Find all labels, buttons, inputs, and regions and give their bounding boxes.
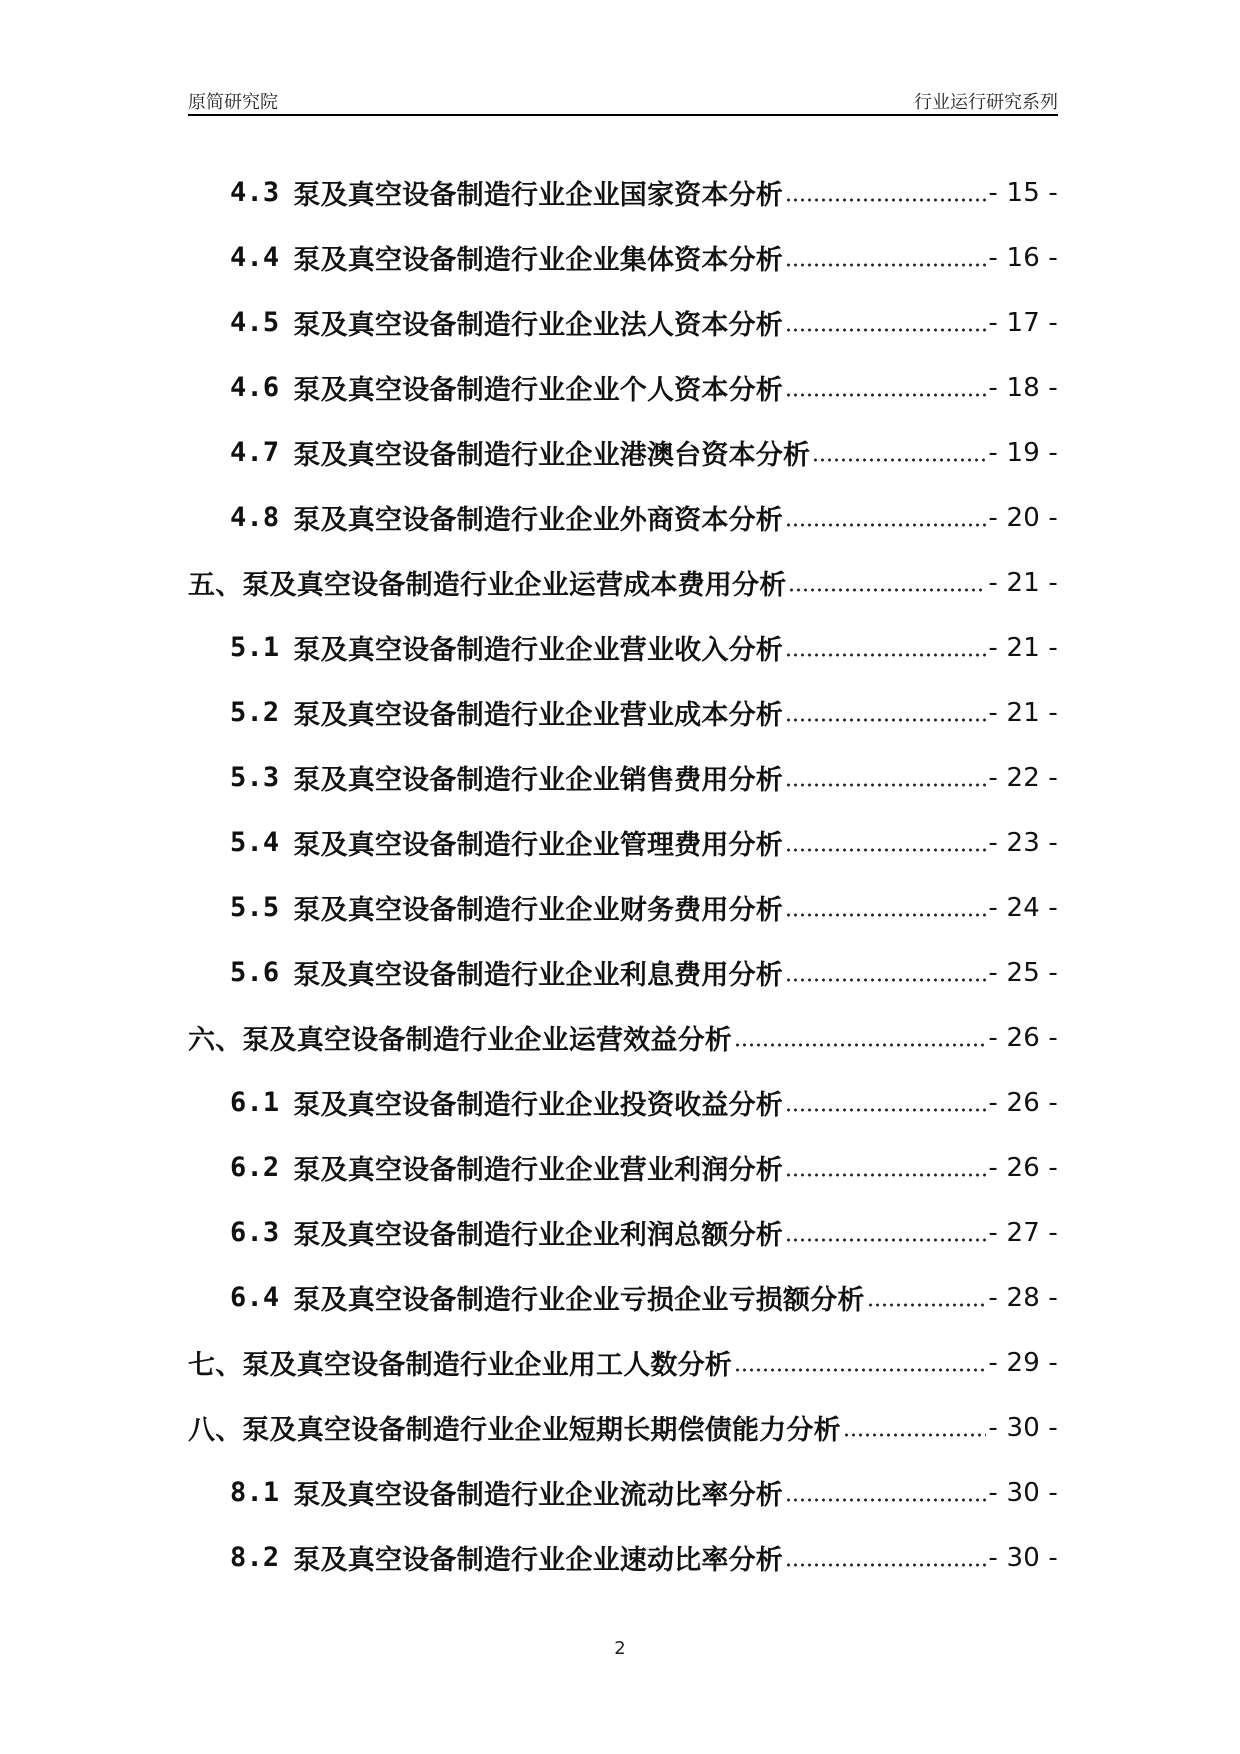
toc-entry-page: - 24 - <box>988 892 1058 923</box>
toc-entry-page: - 26 - <box>988 1022 1058 1053</box>
toc-entry-title: 泵及真空设备制造行业企业投资收益分析 <box>293 1090 783 1121</box>
toc-entry[interactable] <box>188 1005 1058 1070</box>
toc-entry[interactable] <box>188 1135 1058 1200</box>
toc-entry[interactable] <box>188 225 1058 290</box>
toc-dot-leader <box>867 1303 987 1307</box>
toc-entry[interactable] <box>188 810 1058 875</box>
header-divider <box>188 114 1058 116</box>
toc-entry-number: 6.3 <box>230 1217 280 1248</box>
toc-dot-leader <box>785 848 986 852</box>
toc-entry-page: - 18 - <box>988 372 1058 403</box>
toc-entry-number: 8.2 <box>230 1542 280 1573</box>
toc-entry[interactable] <box>188 1525 1058 1590</box>
toc-entry[interactable] <box>188 1265 1058 1330</box>
toc-entry[interactable] <box>188 160 1058 225</box>
toc-entry[interactable] <box>188 615 1058 680</box>
toc-dot-leader <box>785 523 986 527</box>
toc-entry-page: - 29 - <box>988 1347 1058 1378</box>
toc-entry-number: 4.5 <box>230 307 280 338</box>
toc-entry-page: - 22 - <box>988 762 1058 793</box>
toc-entry-page: - 30 - <box>988 1542 1058 1573</box>
toc-entry-number: 6.4 <box>230 1282 280 1313</box>
page-header <box>188 88 1058 114</box>
toc-entry-title: 八、泵及真空设备制造行业企业短期长期偿债能力分析 <box>188 1415 841 1446</box>
toc-entry-title: 泵及真空设备制造行业企业利息费用分析 <box>293 960 783 991</box>
toc-entry-page: - 21 - <box>988 567 1058 598</box>
toc-dot-leader <box>785 913 986 917</box>
toc-entry-number: 6.2 <box>230 1152 280 1183</box>
toc-entry-title: 七、泵及真空设备制造行业企业用工人数分析 <box>188 1350 732 1381</box>
toc-entry[interactable] <box>188 745 1058 810</box>
toc-dot-leader <box>785 718 986 722</box>
toc-dot-leader <box>843 1433 987 1437</box>
toc-entry-page: - 23 - <box>988 827 1058 858</box>
toc-entry-page: - 28 - <box>988 1282 1058 1313</box>
toc-entry-page: - 21 - <box>988 697 1058 728</box>
toc-entry-number: 5.2 <box>230 697 280 728</box>
toc-entry-page: - 19 - <box>988 437 1058 468</box>
toc-entry-title: 泵及真空设备制造行业企业法人资本分析 <box>293 310 783 341</box>
toc-entry-title: 泵及真空设备制造行业企业亏损企业亏损额分析 <box>293 1285 865 1316</box>
toc-dot-leader <box>785 978 986 982</box>
toc-entry-page: - 26 - <box>988 1152 1058 1183</box>
toc-entry-title: 泵及真空设备制造行业企业港澳台资本分析 <box>293 440 811 471</box>
toc-dot-leader <box>785 263 986 267</box>
toc-entry-number: 5.1 <box>230 632 280 663</box>
toc-dot-leader <box>785 783 986 787</box>
toc-entry-page: - 16 - <box>988 242 1058 273</box>
toc-entry-title: 泵及真空设备制造行业企业速动比率分析 <box>293 1545 783 1576</box>
toc-entry-number: 5.6 <box>230 957 280 988</box>
toc-entry-title: 六、泵及真空设备制造行业企业运营效益分析 <box>188 1025 732 1056</box>
toc-entry-page: - 30 - <box>988 1412 1058 1443</box>
toc-entry-title: 泵及真空设备制造行业企业销售费用分析 <box>293 765 783 796</box>
toc-entry-number: 4.6 <box>230 372 280 403</box>
toc-dot-leader <box>785 328 986 332</box>
toc-entry-page: - 21 - <box>988 632 1058 663</box>
toc-entry-title: 泵及真空设备制造行业企业个人资本分析 <box>293 375 783 406</box>
toc-entry-number: 4.8 <box>230 502 280 533</box>
toc-entry[interactable] <box>188 550 1058 615</box>
toc-entry[interactable] <box>188 875 1058 940</box>
toc-entry[interactable] <box>188 1460 1058 1525</box>
toc-entry-number: 5.5 <box>230 892 280 923</box>
toc-entry[interactable] <box>188 1330 1058 1395</box>
toc-dot-leader <box>785 1173 986 1177</box>
toc-entry-number: 5.4 <box>230 827 280 858</box>
toc-entry[interactable] <box>188 290 1058 355</box>
toc-entry[interactable] <box>188 940 1058 1005</box>
toc-entry-number: 8.1 <box>230 1477 280 1508</box>
toc-entry-page: - 17 - <box>988 307 1058 338</box>
toc-entry-title: 泵及真空设备制造行业企业外商资本分析 <box>293 505 783 536</box>
toc-entry-page: - 30 - <box>988 1477 1058 1508</box>
toc-entry[interactable] <box>188 485 1058 550</box>
toc-dot-leader <box>734 1368 986 1372</box>
toc-entry[interactable] <box>188 1200 1058 1265</box>
toc-entry[interactable] <box>188 1070 1058 1135</box>
header-series-title: 行业运行研究系列 <box>914 92 1058 113</box>
toc-dot-leader <box>785 653 986 657</box>
toc-entry[interactable] <box>188 1395 1058 1460</box>
toc-entry-title: 泵及真空设备制造行业企业利润总额分析 <box>293 1220 783 1251</box>
toc-entry-title: 泵及真空设备制造行业企业营业利润分析 <box>293 1155 783 1186</box>
toc-entry-title: 泵及真空设备制造行业企业财务费用分析 <box>293 895 783 926</box>
toc-entry-number: 5.3 <box>230 762 280 793</box>
header-organization: 原简研究院 <box>188 92 278 113</box>
toc-entry-title: 泵及真空设备制造行业企业营业收入分析 <box>293 635 783 666</box>
toc-dot-leader <box>734 1043 986 1047</box>
toc-entry-title: 泵及真空设备制造行业企业管理费用分析 <box>293 830 783 861</box>
toc-dot-leader <box>812 458 986 462</box>
toc-entry[interactable] <box>188 680 1058 745</box>
toc-dot-leader <box>785 1238 986 1242</box>
page-number: 2 <box>614 1638 626 1659</box>
toc-entry-page: - 15 - <box>988 177 1058 208</box>
table-of-contents <box>188 160 1058 1590</box>
toc-entry-title: 泵及真空设备制造行业企业国家资本分析 <box>293 180 783 211</box>
toc-dot-leader <box>785 1108 986 1112</box>
toc-entry-title: 泵及真空设备制造行业企业集体资本分析 <box>293 245 783 276</box>
toc-dot-leader <box>785 1498 986 1502</box>
toc-entry-title: 泵及真空设备制造行业企业营业成本分析 <box>293 700 783 731</box>
toc-entry[interactable] <box>188 420 1058 485</box>
toc-entry-number: 4.7 <box>230 437 280 468</box>
toc-dot-leader <box>785 198 986 202</box>
toc-dot-leader <box>788 588 986 592</box>
toc-dot-leader <box>785 1563 986 1567</box>
toc-dot-leader <box>785 393 986 397</box>
toc-entry-page: - 20 - <box>988 502 1058 533</box>
toc-entry[interactable] <box>188 355 1058 420</box>
toc-entry-page: - 26 - <box>988 1087 1058 1118</box>
toc-entry-title: 泵及真空设备制造行业企业流动比率分析 <box>293 1480 783 1511</box>
toc-entry-title: 五、泵及真空设备制造行业企业运营成本费用分析 <box>188 570 787 601</box>
toc-entry-page: - 25 - <box>988 957 1058 988</box>
toc-entry-page: - 27 - <box>988 1217 1058 1248</box>
toc-entry-number: 6.1 <box>230 1087 280 1118</box>
toc-entry-number: 4.4 <box>230 242 280 273</box>
toc-entry-number: 4.3 <box>230 177 280 208</box>
